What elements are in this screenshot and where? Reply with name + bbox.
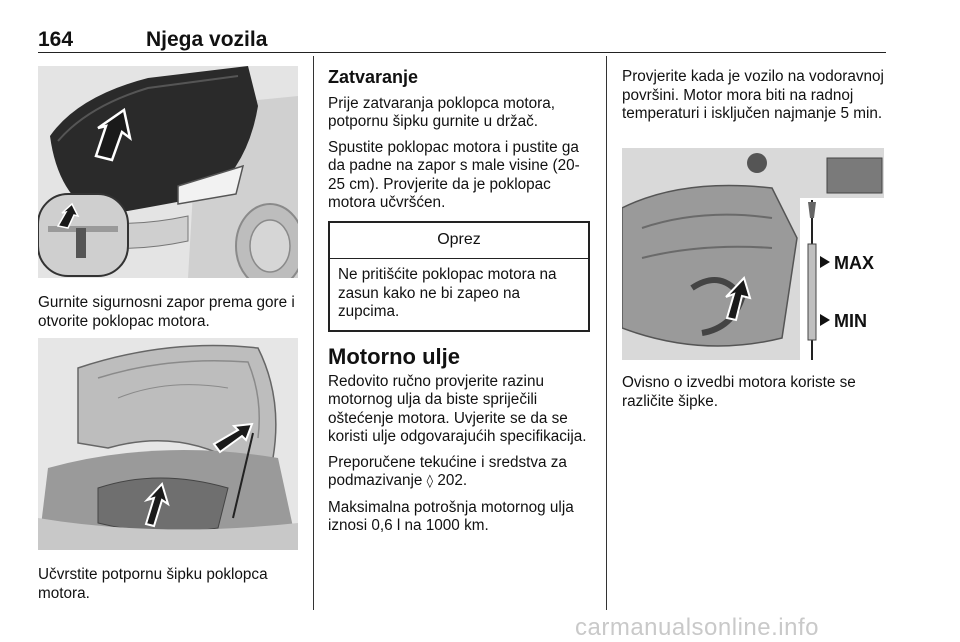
hood-release-illustration	[38, 66, 298, 278]
figure-caption-prop-rod: Učvrstite potpornu šipku poklopca motora.	[38, 566, 268, 602]
closing-heading: Zatvaranje	[328, 67, 419, 87]
closing-paragraph-1: Prije zatvaranja poklopca motora, potpornu šipku gurnite u držač.	[328, 94, 556, 130]
column-divider-right	[606, 56, 607, 610]
page-reference-icon: ◊	[426, 474, 434, 489]
middle-column	[328, 68, 592, 543]
right-column	[622, 68, 884, 131]
engine-oil-title: Motorno ulje	[328, 343, 460, 369]
caution-box	[328, 221, 590, 332]
page-number: 164	[38, 28, 74, 51]
chapter-title: Njega vozila	[146, 28, 268, 51]
dipstick-min-label: MIN	[834, 311, 867, 331]
closing-paragraph-2: Spustite poklopac motora i pustite ga da padne na zapor s male visine (20-25 cm). Provjerite da je poklopac motora učvršćen.	[328, 138, 580, 211]
caution-title: Oprez	[330, 223, 588, 260]
dipstick-variants-paragraph: Ovisno o izvedbi motora koriste se različite šipke.	[622, 374, 856, 410]
check-paragraph: Provjerite kada je vozilo na vodoravnoj površini. Motor mora biti na radnoj temperaturi i isključen najmanje 5 min.	[622, 68, 884, 122]
dipstick-illustration	[622, 148, 884, 360]
watermark: carmanualsonline.info	[575, 614, 819, 641]
engine-oil-paragraph-2	[328, 454, 592, 492]
column-divider-left	[313, 56, 314, 610]
page-reference-link[interactable]: 202.	[437, 472, 468, 489]
dipstick-max-label: MAX	[834, 253, 874, 273]
page-header	[38, 22, 886, 53]
prop-rod-illustration	[38, 338, 298, 550]
engine-oil-paragraph-1: Redovito ručno provjerite razinu motornog ulja da biste spriječili oštećenje motora. Uvjerite se da se koristi ulje odgovarajućih specifikacija.	[328, 372, 587, 445]
engine-oil-paragraph-3: Maksimalna potrošnja motornog ulja iznosi 0,6 l na 1000 km.	[328, 498, 574, 534]
figure-caption-hood-release: Gurnite sigurnosni zapor prema gore i otvorite poklopac motora.	[38, 294, 295, 330]
fluids-reference-text: Preporučene tekućine i sredstva za podmazivanje	[328, 453, 567, 489]
caution-text: Ne pritišćite poklopac motora na zasun kako ne bi zapeo na zupcima.	[338, 266, 557, 320]
right-column-lower	[622, 374, 884, 418]
